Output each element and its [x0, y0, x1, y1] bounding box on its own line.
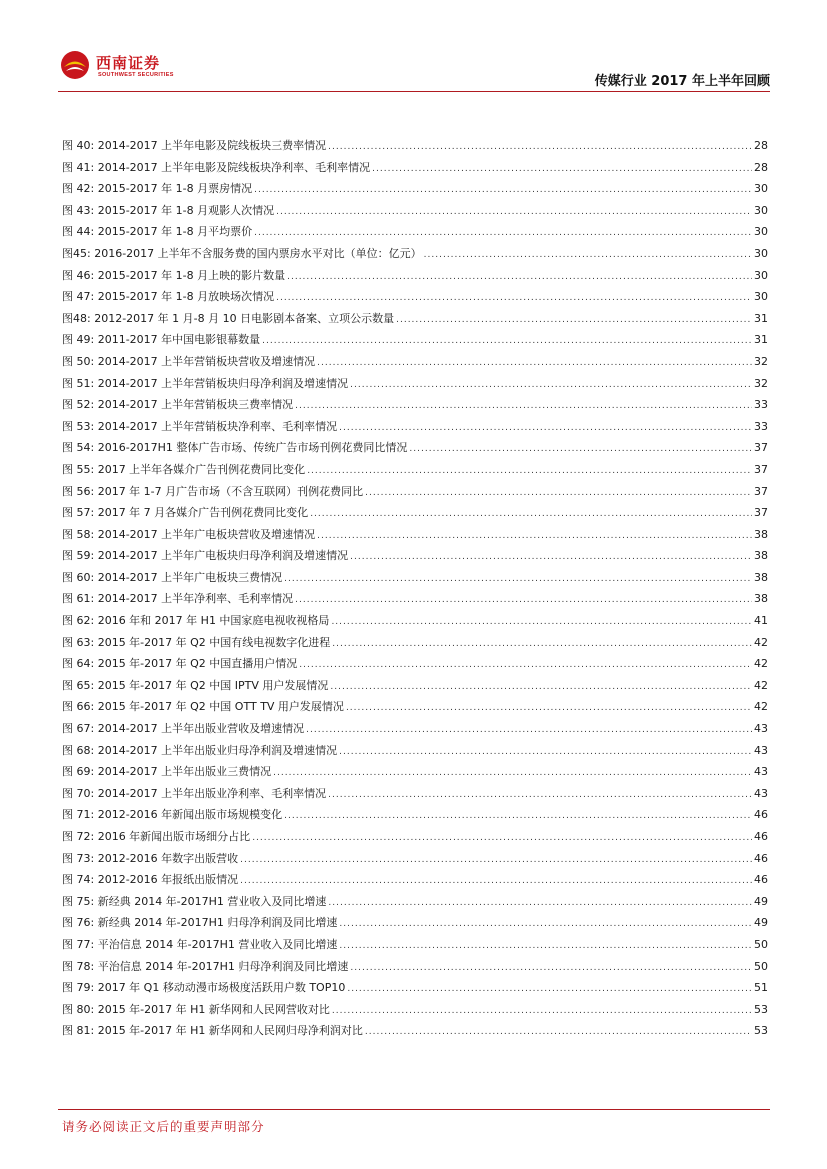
toc-entry-label: 图 43: 2015-2017 年 1-8 月观影人次情况	[62, 203, 275, 217]
toc-entry[interactable]	[62, 785, 768, 807]
toc-page-number: 30	[754, 225, 768, 239]
toc-dot-leader	[365, 1027, 752, 1037]
toc-dot-leader	[306, 725, 752, 735]
toc-page-number: 46	[754, 830, 768, 843]
toc-page-number: 33	[754, 398, 768, 412]
toc-page-number: 46	[754, 808, 768, 822]
toc-entry-label: 图 79: 2017 年 Q1 移动动漫市场极度活跃用户数 TOP10	[62, 981, 346, 995]
toc-dot-leader	[310, 509, 752, 519]
toc-dot-leader	[254, 185, 752, 195]
toc-page-number: 37	[754, 441, 768, 455]
toc-entry-label: 图 66: 2015 年-2017 年 Q2 中国 OTT TV 用户发展情况	[62, 700, 344, 714]
toc-page-number: 30	[754, 290, 768, 304]
toc-entry-label: 图 47: 2015-2017 年 1-8 月放映场次情况	[62, 290, 275, 304]
toc-dot-leader	[240, 876, 752, 886]
toc-page-number: 37	[754, 484, 768, 498]
toc-entry[interactable]	[62, 180, 768, 202]
toc-page-number: 31	[754, 333, 768, 347]
toc-page-number: 50	[754, 959, 768, 973]
toc-entry[interactable]	[62, 958, 768, 980]
toc-page-number: 42	[754, 635, 768, 649]
toc-entry-label: 图 71: 2012-2016 年新闻出版市场规模变化	[62, 808, 283, 822]
toc-entry[interactable]	[62, 202, 768, 224]
disclaimer-notice: 请务必阅读正文后的重要声明部分	[62, 1119, 265, 1134]
toc-entry[interactable]	[62, 223, 768, 245]
toc-page-number: 37	[754, 506, 768, 520]
toc-page-number: 42	[754, 678, 768, 692]
toc-entry-label: 图 53: 2014-2017 上半年营销板块净利率、毛利率情况	[62, 419, 338, 433]
toc-entry-label: 图 40: 2014-2017 上半年电影及院线板块三费率情况	[62, 139, 327, 152]
toc-dot-leader	[339, 919, 752, 929]
toc-dot-leader	[276, 293, 752, 303]
toc-entry[interactable]	[62, 245, 768, 267]
toc-entry[interactable]	[62, 396, 768, 418]
toc-entry[interactable]	[62, 1022, 768, 1044]
toc-entry[interactable]	[62, 375, 768, 397]
logo-chinese-name: 西南证券	[96, 54, 161, 72]
toc-page-number: 28	[754, 139, 768, 152]
toc-page-number: 43	[754, 743, 768, 757]
toc-entry[interactable]	[62, 483, 768, 505]
toc-dot-leader	[317, 358, 752, 368]
footer-divider	[58, 1109, 770, 1110]
toc-dot-leader	[350, 963, 752, 973]
toc-entry-label: 图 41: 2014-2017 上半年电影及院线板块净利率、毛利率情况	[62, 160, 371, 174]
toc-entry-label: 图 54: 2016-2017H1 整体广告市场、传统广告市场刊例花费同比情况	[62, 441, 408, 455]
toc-dot-leader	[328, 790, 752, 800]
toc-entry-label: 图 52: 2014-2017 上半年营销板块三费率情况	[62, 398, 294, 412]
toc-dot-leader	[372, 164, 752, 174]
toc-page-number: 30	[754, 268, 768, 282]
toc-entry-label: 图 44: 2015-2017 年 1-8 月平均票价	[62, 225, 253, 239]
toc-entry[interactable]	[62, 871, 768, 893]
toc-page-number: 43	[754, 765, 768, 779]
toc-dot-leader	[295, 595, 752, 605]
toc-entry[interactable]	[62, 806, 768, 828]
toc-dot-leader	[252, 833, 752, 843]
toc-entry[interactable]	[62, 547, 768, 569]
toc-page-number: 32	[754, 376, 768, 390]
toc-page-number: 30	[754, 246, 768, 260]
toc-entry-label: 图 51: 2014-2017 上半年营销板块归母净利润及增速情况	[62, 376, 349, 390]
toc-page-number: 37	[754, 462, 768, 476]
toc-entry[interactable]	[62, 914, 768, 936]
toc-entry-label: 图 58: 2014-2017 上半年广电板块营收及增速情况	[62, 527, 316, 541]
toc-dot-leader	[339, 747, 752, 757]
toc-entry[interactable]	[62, 742, 768, 764]
toc-dot-leader	[339, 941, 752, 951]
toc-entry[interactable]	[62, 893, 768, 915]
toc-entry-label: 图 77: 平治信息 2014 年-2017H1 营业收入及同比增速	[62, 937, 338, 951]
toc-entry-label: 图 75: 新经典 2014 年-2017H1 营业收入及同比增速	[62, 894, 327, 908]
toc-page-number: 53	[754, 1024, 768, 1038]
toc-entry-label: 图 76: 新经典 2014 年-2017H1 归母净利润及同比增速	[62, 916, 338, 930]
toc-entry-label: 图 42: 2015-2017 年 1-8 月票房情况	[62, 182, 253, 196]
report-title: 传媒行业 2017 年上半年回顾	[594, 74, 770, 89]
toc-dot-leader	[240, 855, 752, 865]
toc-dot-leader	[287, 272, 752, 282]
toc-page-number: 49	[754, 894, 768, 908]
toc-entry[interactable]	[62, 461, 768, 483]
toc-entry[interactable]	[62, 418, 768, 440]
toc-page-number: 33	[754, 419, 768, 433]
toc-dot-leader	[276, 207, 752, 217]
toc-entry-label: 图48: 2012-2017 年 1 月-8 月 10 日电影剧本备案、立项公示数量	[62, 311, 395, 325]
toc-entry[interactable]	[62, 677, 768, 699]
toc-dot-leader	[409, 444, 752, 454]
toc-entry[interactable]	[62, 655, 768, 677]
toc-dot-leader	[330, 682, 752, 692]
toc-entry-label: 图 64: 2015 年-2017 年 Q2 中国直播用户情况	[62, 657, 298, 671]
header-divider	[58, 91, 770, 92]
toc-entry[interactable]	[62, 634, 768, 656]
toc-entry[interactable]	[62, 331, 768, 353]
toc-page-number: 49	[754, 916, 768, 930]
toc-entry[interactable]	[62, 828, 768, 850]
toc-dot-leader	[424, 250, 752, 260]
toc-dot-leader	[317, 531, 752, 541]
toc-entry[interactable]	[62, 612, 768, 634]
toc-page-number: 28	[754, 160, 768, 174]
toc-entry[interactable]	[62, 439, 768, 461]
toc-entry[interactable]	[62, 763, 768, 785]
toc-entry[interactable]	[62, 1001, 768, 1023]
swsc-logo-icon	[60, 50, 90, 80]
toc-dot-leader	[307, 466, 752, 476]
toc-dot-leader	[299, 660, 752, 670]
toc-entry-label: 图 49: 2011-2017 年中国电影银幕数量	[62, 333, 261, 347]
toc-entry[interactable]	[62, 504, 768, 526]
toc-dot-leader	[328, 142, 752, 152]
toc-dot-leader	[365, 488, 752, 498]
toc-page-number: 38	[754, 570, 768, 584]
toc-page-number: 46	[754, 851, 768, 865]
toc-dot-leader	[347, 984, 752, 994]
toc-entry-label: 图 68: 2014-2017 上半年出版业归母净利润及增速情况	[62, 743, 338, 757]
toc-page-number: 30	[754, 182, 768, 196]
toc-entry[interactable]	[62, 159, 768, 181]
toc-entry-label: 图 67: 2014-2017 上半年出版业营收及增速情况	[62, 722, 305, 736]
toc-page-number: 43	[754, 722, 768, 736]
toc-entry[interactable]	[62, 526, 768, 548]
toc-dot-leader	[396, 315, 752, 325]
toc-entry-label: 图 62: 2016 年和 2017 年 H1 中国家庭电视收视格局	[62, 614, 330, 628]
toc-entry-label: 图 63: 2015 年-2017 年 Q2 中国有线电视数字化进程	[62, 635, 331, 649]
toc-entry-label: 图 57: 2017 年 7 月各媒介广告刊例花费同比变化	[62, 506, 309, 520]
figure-list	[62, 137, 768, 1044]
toc-dot-leader	[254, 228, 752, 238]
toc-dot-leader	[332, 639, 752, 649]
toc-page-number: 50	[754, 937, 768, 951]
toc-entry[interactable]	[62, 267, 768, 289]
logo-english-name: SOUTHWEST SECURITIES	[98, 72, 174, 78]
toc-entry-label: 图 59: 2014-2017 上半年广电板块归母净利润及增速情况	[62, 549, 349, 563]
toc-dot-leader	[339, 423, 752, 433]
toc-entry-label: 图 56: 2017 年 1-7 月广告市场（不含互联网）刊例花费同比	[62, 484, 364, 498]
toc-dot-leader	[262, 336, 752, 346]
toc-entry-label: 图 70: 2014-2017 上半年出版业净利率、毛利率情况	[62, 786, 327, 800]
toc-dot-leader	[332, 1006, 752, 1016]
toc-entry-label: 图 50: 2014-2017 上半年营销板块营收及增速情况	[62, 354, 316, 368]
toc-page-number: 38	[754, 549, 768, 563]
toc-entry[interactable]	[62, 569, 768, 591]
toc-entry[interactable]	[62, 720, 768, 742]
toc-dot-leader	[273, 768, 752, 778]
toc-dot-leader	[331, 617, 752, 627]
toc-dot-leader	[350, 380, 752, 390]
toc-page-number: 42	[754, 657, 768, 671]
toc-dot-leader	[350, 552, 752, 562]
toc-entry-label: 图 74: 2012-2016 年报纸出版情况	[62, 873, 239, 887]
toc-entry-label: 图 61: 2014-2017 上半年净利率、毛利率情况	[62, 592, 294, 606]
toc-page-number: 31	[754, 311, 768, 325]
toc-entry-label: 图 65: 2015 年-2017 年 Q2 中国 IPTV 用户发展情况	[62, 678, 329, 692]
toc-page-number: 46	[754, 873, 768, 887]
toc-entry[interactable]	[62, 979, 768, 1001]
toc-entry[interactable]	[62, 137, 768, 159]
toc-entry[interactable]	[62, 353, 768, 375]
company-logo	[58, 46, 178, 86]
toc-entry-label: 图 69: 2014-2017 上半年出版业三费情况	[62, 765, 272, 779]
toc-entry-label: 图 46: 2015-2017 年 1-8 月上映的影片数量	[62, 268, 286, 282]
toc-page-number: 42	[754, 700, 768, 714]
toc-dot-leader	[284, 811, 752, 821]
toc-entry[interactable]	[62, 590, 768, 612]
toc-entry-label: 图 72: 2016 年新闻出版市场细分占比	[62, 830, 251, 843]
toc-page-number: 51	[754, 981, 768, 995]
toc-entry[interactable]	[62, 310, 768, 332]
toc-entry[interactable]	[62, 288, 768, 310]
toc-entry-label: 图 80: 2015 年-2017 年 H1 新华网和人民网营收对比	[62, 1002, 330, 1016]
toc-dot-leader	[295, 401, 752, 411]
toc-entry-label: 图45: 2016-2017 上半年不含服务费的国内票房水平对比（单位：亿元）	[62, 246, 422, 260]
toc-entry[interactable]	[62, 850, 768, 872]
toc-entry[interactable]	[62, 936, 768, 958]
toc-page-number: 53	[754, 1002, 768, 1016]
toc-page-number: 43	[754, 786, 768, 800]
toc-entry[interactable]	[62, 698, 768, 720]
toc-dot-leader	[346, 703, 752, 713]
toc-dot-leader	[328, 898, 752, 908]
toc-page-number: 30	[754, 203, 768, 217]
page-header	[58, 46, 770, 92]
toc-entry-label: 图 78: 平治信息 2014 年-2017H1 归母净利润及同比增速	[62, 959, 349, 973]
toc-entry-label: 图 81: 2015 年-2017 年 H1 新华网和人民网归母净利润对比	[62, 1024, 363, 1038]
toc-page-number: 32	[754, 354, 768, 368]
toc-page-number: 38	[754, 527, 768, 541]
toc-entry-label: 图 73: 2012-2016 年数字出版营收	[62, 851, 239, 865]
toc-entry-label: 图 60: 2014-2017 上半年广电板块三费情况	[62, 570, 283, 584]
toc-entry-label: 图 55: 2017 上半年各媒介广告刊例花费同比变化	[62, 462, 306, 476]
toc-page-number: 41	[754, 614, 768, 628]
toc-page-number: 38	[754, 592, 768, 606]
toc-dot-leader	[284, 574, 752, 584]
